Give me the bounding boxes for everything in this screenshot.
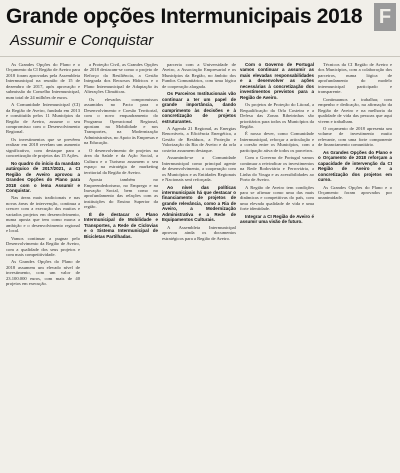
paragraph: A Assembleia Intermunicipal aprovou ainda os documentos estratégicos para a Região de Aveiro.: [162, 224, 236, 241]
text-column-1: [6, 62, 80, 467]
paragraph: O orçamento de 2018 apresenta um volume de investimento muito relevante, com uma forte componente de financiamento comunitário.: [318, 125, 392, 148]
paragraph: As Grandes Opções do Plano e o Orçamento foram aprovados por unanimidade.: [318, 184, 392, 201]
paragraph: parceria com a Universidade de Aveiro, a Associação Empresarial e os Municípios da Região, no âmbito dos Fundos Comunitários, com uma lógica de cooperação alargada.: [162, 62, 236, 89]
paragraph: Técnicos da CI Região de Aveiro e dos Municípios, com a colaboração dos parceiros, numa lógica de aprofundamento do modelo intermunicipal participado e transparente.: [318, 62, 392, 95]
paragraph: Vamos continuar a pugnar pelo Desenvolvimento da Região de Aveiro, com a qualidade dos seus projetos e com mais competitividade.: [6, 235, 80, 257]
paragraph: Aposta também no Empreendedorismo, no Emprego e na Inovação Social, bem como no aprofundamento das relações com as instituições do Ensino Superior da região.: [84, 177, 158, 210]
paragraph-bold: Ao nível das políticas intermunicipais há que destacar o financiamento de projetos de grande relevância, como a Ria de Aveiro, a Modernização Administrativa e a Rede de Equipamentos Culturais.: [162, 184, 236, 223]
paragraph: Assumindo-se a Comunidade Intermunicipal como principal agente de desenvolvimento, a cooperação com os Municípios e as Entidades Regionais e Nacionais será reforçada.: [162, 155, 236, 183]
paragraph: É nosso dever, como Comunidade Intermunicipal, reforçar a articulação e a coesão entre os Municípios, com a participação ativa de todos os parceiros.: [240, 131, 314, 153]
paragraph: Com o Governo de Portugal vamos continuar a reivindicar os investimentos na Rede Rodoviária e Ferroviária, a Linha do Vouga e as acessibilidades ao Porto de Aveiro.: [240, 155, 314, 183]
paragraph-bold: As Grandes Opções do Plano e o Orçamento de 2018 reforçam a capacidade de intervenção da CI Região de Aveiro e a concretização dos projetos em curso.: [318, 149, 392, 183]
text-column-5: [318, 62, 392, 467]
header-divider: [0, 56, 400, 57]
paragraph-bold: É de destacar o Plano Intermunicipal de Mobilidade e Transportes, a Rede de Ciclovias e o Sistema Intermunicipal de Bicicletas Partilhadas.: [84, 211, 158, 239]
section-mark: F: [374, 3, 396, 31]
paragraph: As Grandes Opções do Plano e o Orçamento da CI Região de Aveiro para 2018 foram aprovadas pela Assembleia Intermunicipal na reunião de 15 de dezembro de 2017, após aprovação e submissão do Conselho Intermunicipal, num total de 24 milhões de euros.: [6, 62, 80, 100]
paragraph: Nas áreas mais tradicionais e nas novas áreas de intervenção, continua a crescer com a execução dos muitos e variados projetos em desenvolvimento, numa aposta que tem como marca a ambição e o desenvolvimento regional e local.: [6, 195, 80, 234]
paragraph-bold: No quadro do início da mandato autárquico de 2017/2021, a CI Região de Aveiro aprovou a Grandes Opções do Plano para 2018 com o lema Assumir e Conquistar.: [6, 160, 80, 193]
paragraph-bold: Os Parceiros Institucionais vão continuar a ter um papel de grande importância, dando cumprimento às decisões e à concretização de projetos estruturantes.: [162, 91, 236, 124]
paragraph: Os elevados compromissos assumidos no Pacto para o Desenvolvimento e Coesão Territorial, com o novo enquadramento do Programa Operacional Regional, apostam na Mobilidade e nos Transportes, na Modernização Administrativa, no Apoio às Empresas e na Educação.: [84, 96, 158, 146]
paragraph-bold: Com o Governo de Portugal vamos continuar a assumir as mais elevadas responsabilidades e a desenvolver as ações necessárias à concretização dos investimentos previstos para a Região de Aveiro.: [240, 62, 314, 100]
text-column-2: [84, 62, 158, 467]
page-subtitle: Assumir e Conquistar: [10, 32, 154, 49]
paragraph: O desenvolvimento de projetos na área da Saúde e da Ação Social, a Cultura e o Turismo assumem o seu espaço na estratégia de marketing territorial da Região de Aveiro.: [84, 147, 158, 175]
paragraph-bold: Integrar a CI Região de Aveiro é assumir uma visão de futuro.: [240, 213, 314, 225]
paragraph: Os investimentos que se prevêem realizar em 2018 revelam um aumento significativo, com destaque para a concretização de projetos das 15 Ações.: [6, 136, 80, 159]
text-column-3: [162, 62, 236, 467]
paragraph: A Agenda 21 Regional, as Energias Renováveis, a Eficiência Energética, a Gestão de Resíduos, a Proteção e Valorização da Ria de Aveiro e da orla costeira assumem destaque.: [162, 125, 236, 153]
paragraph: As Grandes Opções do Plano de 2018 assumem um elevado nível de investimento, com um valor de 23.100.000 euros, com mais de 40 projetos em execução.: [6, 259, 80, 287]
page-title: Grande opções Intermunicipais 2018: [6, 5, 363, 28]
paragraph: a Proteção Civil, as Grandes Opções de 2018 destacam-se como o projeto de Reforço da Resiliência, a Gestão Integrada dos Recursos Hídricos e o Plano Intermunicipal de Adaptação às Alterações Climáticas.: [84, 62, 158, 95]
paragraph: A Comunidade Intermunicipal (CI) da Região de Aveiro, fundada em 2013 e constituída pelos 11 Municípios da Região de Aveiro, assume o seu compromisso com o Desenvolvimento Regional.: [6, 102, 80, 135]
paragraph: Continuamos a trabalhar, com empenho e dedicação, na afirmação da Região de Aveiro e na melhoria da qualidade de vida das pessoas que aqui vivem e trabalham.: [318, 96, 392, 124]
paragraph: A Região de Aveiro tem condições para se afirmar como uma das mais dinâmicas e competitivas do país, com uma elevada qualidade de vida e uma forte identidade.: [240, 184, 314, 212]
text-column-4: [240, 62, 314, 467]
paragraph: Os projetos de Proteção do Litoral, a Requalificação da Orla Costeira e a Defesa das Zonas Ribeirinhas são prioritários para todos os Municípios da Região.: [240, 102, 314, 129]
